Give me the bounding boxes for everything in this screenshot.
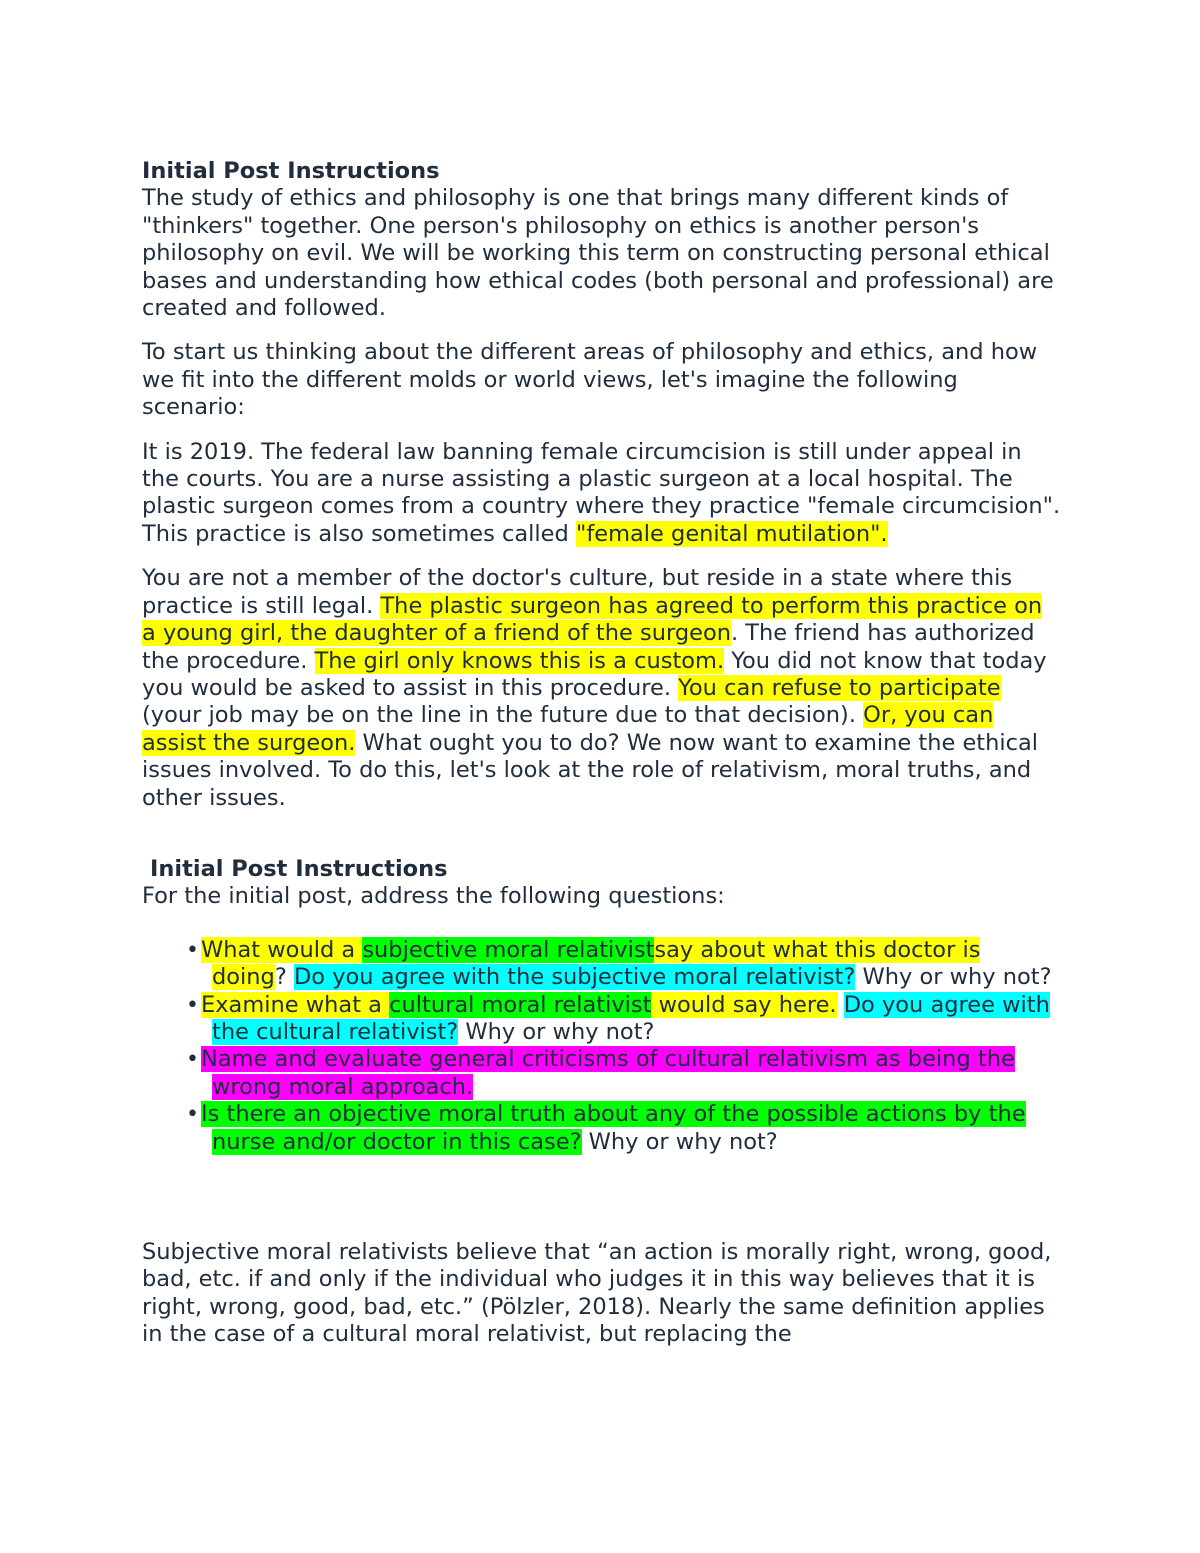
scenario-lead-paragraph: To start us thinking about the different areas of philosophy and ethics, and how we fit into the different molds or world views, let's imagine the following scenario: — [142, 339, 1038, 421]
bullet-icon: • — [186, 937, 199, 963]
highlight-yellow: The girl only knows this is a custom. — [314, 647, 725, 674]
text-span: . The friend has authorized the procedure. — [142, 620, 1035, 674]
highlight-cyan: Do you agree with the subjective moral relativist? — [293, 964, 856, 991]
highlight-green: subjective moral relativist — [362, 936, 655, 963]
list-item — [142, 937, 1062, 992]
section-heading-2: Initial Post Instructions — [150, 855, 448, 882]
text-span: ? — [274, 964, 294, 991]
highlight-cyan: Do you agree with the cultural relativist? — [212, 991, 1050, 1045]
text-span: You are not a member of the doctor's culture, but reside in a state where this practice is still legal. — [142, 565, 1013, 619]
highlight-yellow: The plastic surgeon has agreed to perform this practice on a young girl, the daughter of a friend of the surgeon — [142, 592, 1043, 647]
definition-paragraph: Subjective moral relativists believe that “an action is morally right, wrong, good, bad, etc. if and only if the individual who judges it in this way believes that it is right, wrong, good, bad, etc.” (Pölzler, 2018). Nearly the same definition applies in the case of a cultural moral relativist, but replacing the — [142, 1239, 1052, 1348]
text-span: You did not know that today you would be asked to assist in this procedure. — [142, 647, 1047, 701]
highlight-yellow: say about what this doctor is doing — [212, 936, 981, 991]
text-span: Why or why not? — [581, 1128, 778, 1155]
question-list — [142, 937, 1062, 1156]
highlight-green: cultural moral relativist — [389, 991, 652, 1018]
text-span: (your job may be on the line in the future due to that decision). — [142, 702, 864, 729]
bullet-icon: • — [186, 1102, 199, 1128]
highlight-yellow: What would a — [201, 936, 363, 963]
list-item — [142, 1046, 1062, 1101]
highlight-yellow: Or, you can assist the surgeon. — [142, 702, 994, 756]
scenario-paragraph — [142, 439, 1062, 549]
highlight-yellow: "female genital mutilation". — [575, 520, 888, 547]
questions-intro: For the initial post, address the following questions: — [142, 883, 725, 910]
list-item — [142, 1101, 1062, 1156]
text-span: Why or why not? — [458, 1018, 655, 1045]
section-heading-1: Initial Post Instructions — [142, 158, 440, 184]
intro-paragraph: The study of ethics and philosophy is one that brings many different kinds of "thinkers" together. One person's philosophy on ethics is another person's philosophy on evil. We will be working this term on constructing personal ethical bases and understanding how ethical codes (both personal and professional) are created and followed. — [142, 185, 1054, 322]
document-body — [142, 158, 1062, 1349]
highlight-magenta: Name and evaluate general criticisms of cultural relativism as being the wrong moral approach. — [201, 1046, 1015, 1100]
text-span: It is 2019. The federal law banning female circumcision is still under appeal in the courts. You are a nurse assisting a plastic surgeon at a local hospital. The plastic surgeon comes from a country where they practice "female circumcision". This practice is also sometimes called — [142, 438, 1061, 547]
text-span: Why or why not? — [855, 964, 1052, 991]
highlight-yellow: would say here. — [651, 991, 837, 1018]
scenario-detail-paragraph — [142, 565, 1062, 812]
highlight-yellow: You can refuse to participate — [678, 674, 1001, 701]
list-item — [142, 992, 1062, 1047]
bullet-icon: • — [186, 1047, 199, 1073]
highlight-yellow: Examine what a — [201, 991, 390, 1018]
highlight-green: Is there an objective moral truth about any of the possible actions by the nurse and/or doctor in this case? — [201, 1101, 1026, 1155]
bullet-icon: • — [186, 992, 199, 1018]
text-span: What ought you to do? We now want to examine the ethical issues involved. To do this, let's look at the role of relativism, moral truths, and other issues. — [142, 729, 1039, 811]
text-span — [837, 992, 844, 1018]
